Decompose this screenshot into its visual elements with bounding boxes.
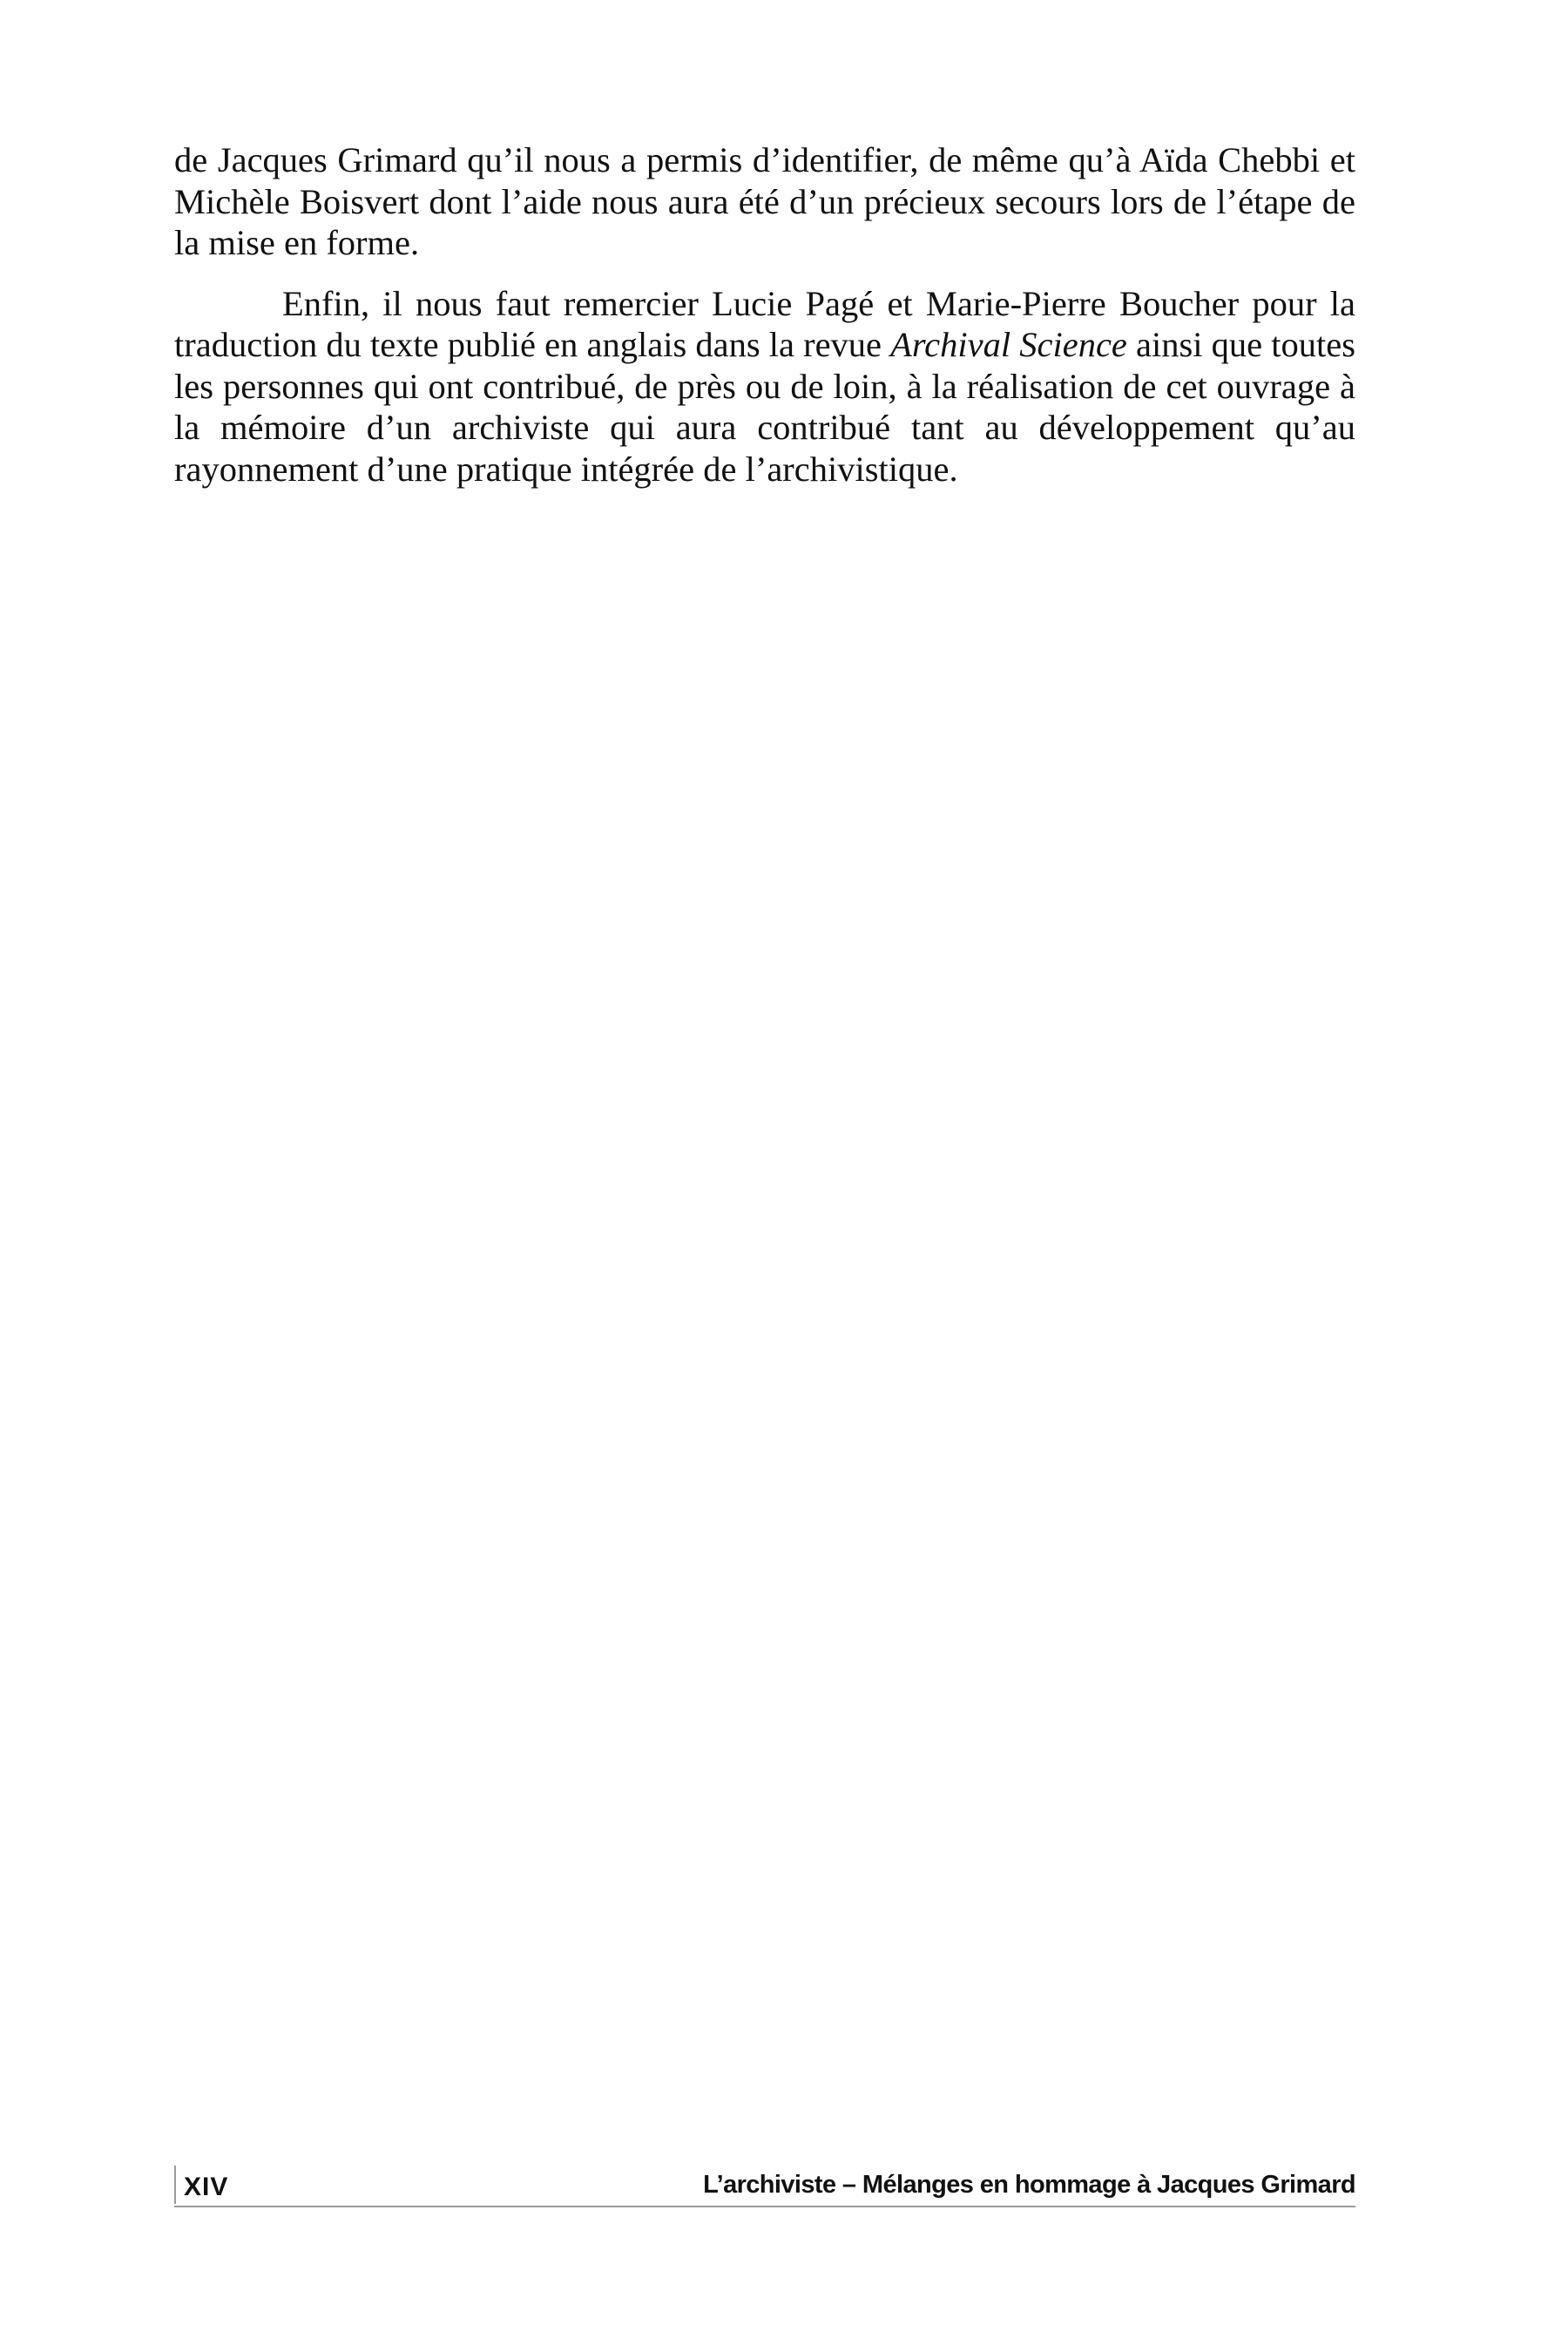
page-body xyxy=(174,139,1355,490)
paragraph-continued: de Jacques Grimard qu’il nous a permis d’identifier, de même qu’à Aïda Chebbi et Michèle Boisvert dont l’aide nous aura été d’un précieux secours lors de l’étape de la mise en forme. xyxy=(174,140,1355,262)
paragraph-text-end: ainsi que toutes les personnes qui ont contribué, de près ou de loin, à la réalisation de cet ouvrage à la mémoire d’un archiviste qui aura contribué tant au développement qu’au rayonnement d’une pratique intégrée de l’archivistique. xyxy=(174,325,1356,489)
paragraph-text-start: Enfin, il nous faut remercier Lucie Pagé et Marie-Pierre Boucher pour la traduction du texte publié en anglais dans la revue xyxy=(174,283,1355,364)
paragraph-acknowledgements xyxy=(174,283,1355,490)
page-number: XIV xyxy=(174,2166,237,2204)
journal-title: Archival Science xyxy=(890,325,1127,364)
page-footer xyxy=(174,2166,1355,2207)
running-title: L’archiviste – Mélanges en hommage à Jacques Grimard xyxy=(703,2171,1355,2199)
